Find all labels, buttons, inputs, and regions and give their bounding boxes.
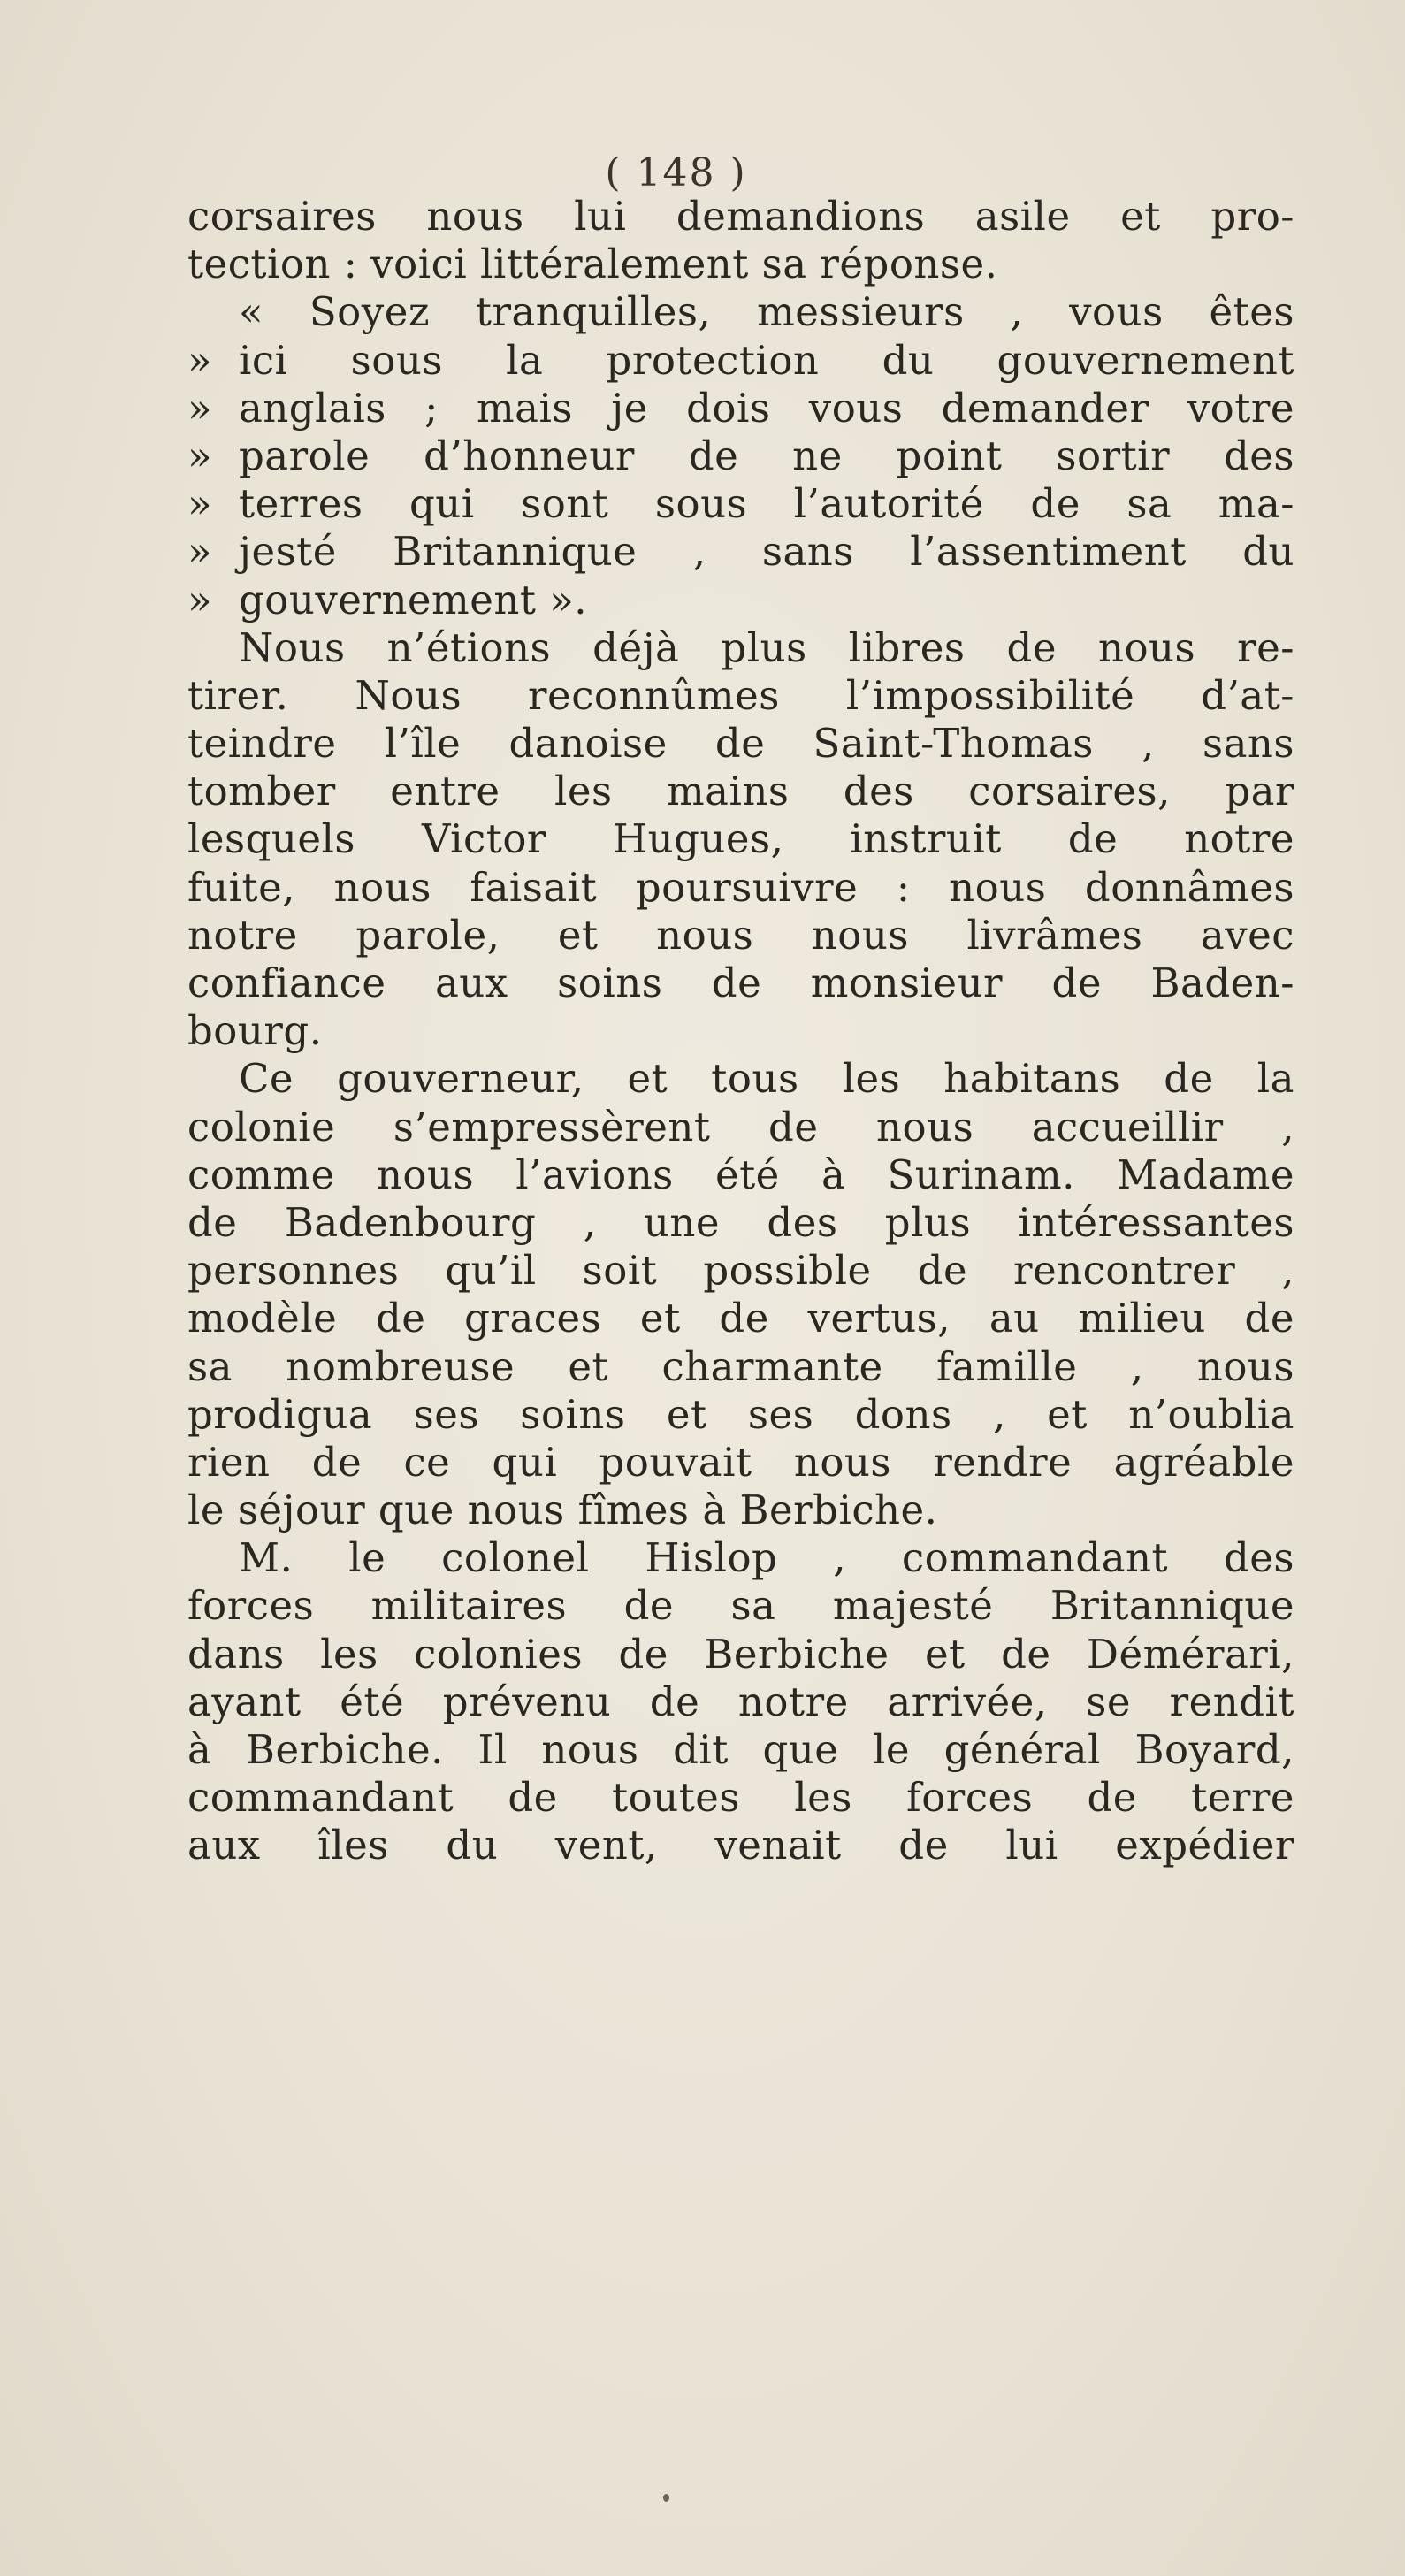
quote-text: gouvernement ». (239, 576, 588, 623)
text-line: lesquels Victor Hugues, instruit de notre (187, 815, 1294, 863)
quote-text: terres qui sont sous l’autorité de sa ma- (239, 480, 1294, 528)
text-line: bourg. (187, 1007, 323, 1055)
quote-mark: » (187, 576, 213, 623)
page-number: ( 148 ) (605, 150, 747, 195)
text-line: modèle de graces et de vertus, au milieu de (187, 1295, 1294, 1342)
quote-mark: » (187, 432, 213, 479)
text-line: à Berbiche. Il nous dit que le général Boyard, (187, 1726, 1294, 1773)
text-line: corsaires nous lui demandions asile et pro- (187, 193, 1294, 240)
quote-mark: » (187, 384, 213, 432)
body-text (187, 193, 1294, 1870)
text-line: ayant été prévenu de notre arrivée, se rendit (187, 1678, 1294, 1725)
text-line: personnes qu’il soit possible de rencontrer , (187, 1247, 1294, 1295)
quote-line (187, 528, 1294, 576)
text-line: tection : voici littéralement sa réponse. (187, 241, 998, 288)
text-line: aux îles du vent, venait de lui expédier (187, 1822, 1294, 1869)
text-line: le séjour que nous fîmes à Berbiche. (187, 1487, 938, 1534)
text-line: commandant de toutes les forces de terre (187, 1774, 1294, 1822)
text-line: colonie s’empressèrent de nous accueillir , (187, 1103, 1294, 1150)
ink-speck (663, 2494, 669, 2502)
quote-line (187, 577, 1294, 624)
text-line: M. le colonel Hislop , commandant des (239, 1534, 1294, 1582)
text-line: comme nous l’avions été à Surinam. Madame (187, 1150, 1294, 1198)
quote-line (187, 385, 1294, 432)
text-line: rien de ce qui pouvait nous rendre agréable (187, 1438, 1294, 1486)
text-line: dans les colonies de Berbiche et de Démérari, (187, 1630, 1294, 1678)
text-line: tirer. Nous reconnûmes l’impossibilité d’at- (187, 671, 1294, 719)
quote-line (187, 480, 1294, 528)
quote-text: anglais ; mais je dois vous demander votre (239, 384, 1294, 432)
text-line: de Badenbourg , une des plus intéressantes (187, 1198, 1294, 1246)
text-line: prodigua ses soins et ses dons , et n’oublia (187, 1390, 1294, 1438)
text-line: notre parole, et nous nous livrâmes avec (187, 911, 1294, 959)
text-line: teindre l’île danoise de Saint-Thomas , sans (187, 720, 1294, 768)
quote-text: ici sous la protection du gouvernement (239, 336, 1294, 384)
text-line: fuite, nous faisait poursuivre : nous donnâmes (187, 863, 1294, 911)
text-line: sa nombreuse et charmante famille , nous (187, 1342, 1294, 1390)
quote-mark: » (187, 336, 213, 384)
quote-mark: » (187, 480, 213, 528)
quote-text: jesté Britannique , sans l’assentiment du (239, 528, 1294, 576)
quote-line (187, 337, 1294, 385)
quote-mark: » (187, 528, 213, 576)
text-line: forces militaires de sa majesté Britannique (187, 1582, 1294, 1630)
text-line: confiance aux soins de monsieur de Baden- (187, 959, 1294, 1006)
text-line: Ce gouverneur, et tous les habitans de la (239, 1055, 1294, 1103)
quote-text: parole d’honneur de ne point sortir des (239, 432, 1294, 479)
text-line: tomber entre les mains des corsaires, par (187, 768, 1294, 815)
text-line: « Soyez tranquilles, messieurs , vous êtes (239, 288, 1294, 336)
quote-line (187, 432, 1294, 480)
text-line: Nous n’étions déjà plus libres de nous re- (239, 623, 1294, 671)
